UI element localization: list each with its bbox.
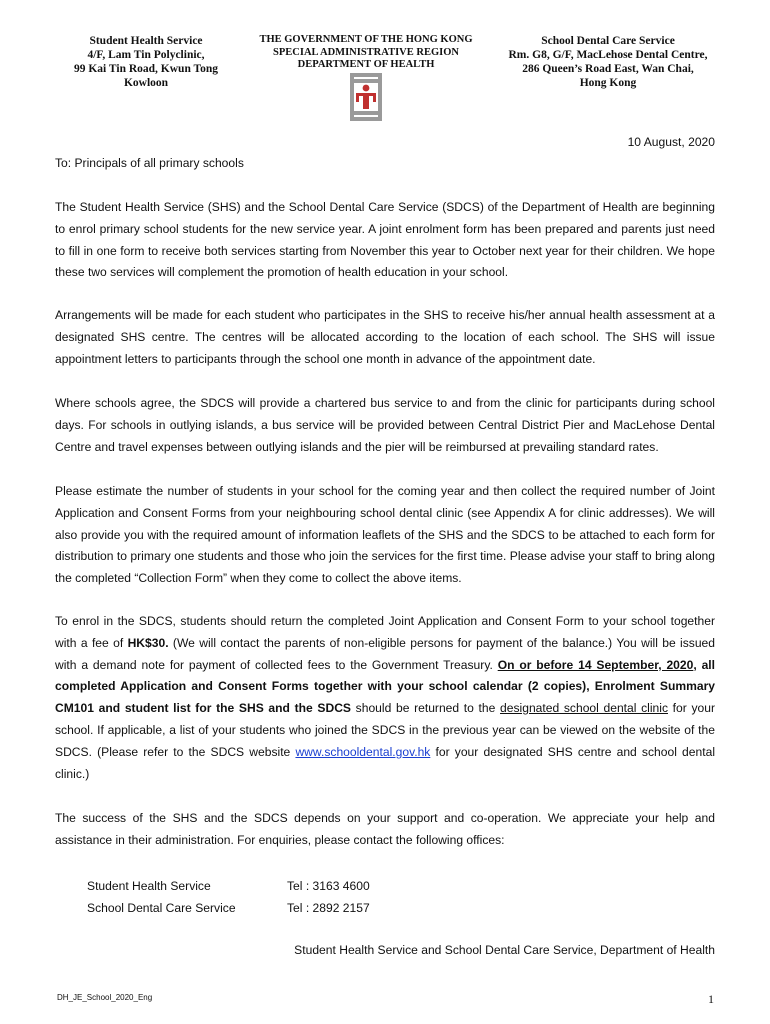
sdcs-website-link[interactable]: www.schooldental.gov.hk xyxy=(295,744,431,759)
required-documents: , all completed Application and Consent Forms together with your school calendar (2 copies), Enrolment Summary CM101 and student list for the SHS and the SDCS xyxy=(55,657,716,716)
shs-address-line-2: 99 Kai Tin Road, Kwun Tong xyxy=(73,63,219,75)
contact-row xyxy=(87,875,370,897)
paragraph-bus-service: Where schools agree, the SDCS will provide a chartered bus service to and from the clinic for participants during school days. For schools in outlying islands, a bus service will be provided between Central District Pier and MacLehose Dental Centre and travel expenses between outlying islands and the pier will be reimbursed at prevailing standard rates. xyxy=(55,396,715,454)
contact-telephone: Tel : 3163 4600 xyxy=(287,879,370,893)
p5-text-3: should be returned to the xyxy=(351,701,501,716)
sender-address-shs xyxy=(48,34,244,90)
deadline-date: On or before 14 September, 2020 xyxy=(497,657,694,672)
paragraph-closing: The success of the SHS and the SDCS depends on your support and co-operation. We appreciate your help and assistance in their administration. For enquiries, please contact the following offices: xyxy=(55,811,715,847)
document-code: DH_JE_School_2020_Eng xyxy=(57,993,153,1002)
p5-text-2: (We will contact the parents of non-eligible persons for payment of the balance.) You will be issued with a demand note for payment of collected fees to the Government Treasury. xyxy=(55,635,716,672)
paragraph-introduction: The Student Health Service (SHS) and the School Dental Care Service (SDCS) of the Department of Health are beginning to enrol primary school students for the new service year. A joint enrolment form has been prepared and parents just need to fill in one form to receive both services starting from November this year to October next year for their children. We hope these two services will complement the promotion of health education in your school. xyxy=(55,200,715,280)
letter-date: 10 August, 2020 xyxy=(627,135,715,149)
paragraph-enrolment-instructions xyxy=(55,611,715,785)
department-of-health-logo xyxy=(347,73,385,121)
page-number: 1 xyxy=(708,992,714,1006)
sdcs-name: School Dental Care Service xyxy=(541,35,675,47)
shs-address-line-1: 4/F, Lam Tin Polyclinic, xyxy=(87,49,205,61)
contact-office-name: Student Health Service xyxy=(87,879,211,893)
sdcs-address-line-3: Hong Kong xyxy=(579,77,637,89)
p5-text-1: To enrol in the SDCS, students should return the completed Joint Application and Consent Form to your school together with a fee of xyxy=(55,614,715,650)
sdcs-address-line-1: Rm. G8, G/F, MacLehose Dental Centre, xyxy=(508,49,708,61)
contact-office-name: School Dental Care Service xyxy=(87,901,236,915)
department-name: DEPARTMENT OF HEALTH xyxy=(297,59,435,70)
contact-row xyxy=(87,897,370,919)
paragraph-forms-collection: Please estimate the number of students in your school for the coming year and then collect the required number of Joint Application and Consent Forms from your neighbouring school dental clinic (see Appendix A for clinic addresses). We will also provide you with the required amount of information leaflets of the SHS and the SDCS to be attached to each form for distribution to primary one students and those who join the services for the first time. Please advise your staff to bring along the completed “Collection Form” when they come to collect the above items. xyxy=(55,484,715,586)
government-line-2: SPECIAL ADMINISTRATIVE REGION xyxy=(273,46,459,58)
sdcs-address-line-2: 286 Queen’s Road East, Wan Chai, xyxy=(522,63,694,75)
sender-address-sdcs xyxy=(490,34,726,90)
paragraph-shs-arrangements: Arrangements will be made for each student who participates in the SHS to receive his/her annual health assessment at a designated SHS centre. The centres will be allocated according to the location of each school. The SHS will issue appointment letters to participants through the school one month in advance of the appointment date. xyxy=(55,308,715,366)
recipient-line: To: Principals of all primary schools xyxy=(55,156,244,170)
signature-line: Student Health Service and School Dental Care Service, Department of Health xyxy=(294,943,715,957)
p5-text-5: for your designated SHS centre and school dental clinic.) xyxy=(55,744,716,781)
p5-text-4: for your school. If applicable, a list of your students who joined the SDCS in the previous year can be viewed on the website of the SDCS. (Please refer to the SDCS website xyxy=(55,701,715,759)
government-line-1: THE GOVERNMENT OF THE HONG KONG xyxy=(259,34,473,45)
contact-telephone: Tel : 2892 2157 xyxy=(287,901,370,915)
designated-clinic-text: designated school dental clinic xyxy=(500,701,668,716)
shs-name: Student Health Service xyxy=(89,35,203,47)
shs-address-line-3: Kowloon xyxy=(123,77,169,89)
government-letterhead xyxy=(244,34,488,72)
fee-amount: HK$30. xyxy=(127,635,169,650)
